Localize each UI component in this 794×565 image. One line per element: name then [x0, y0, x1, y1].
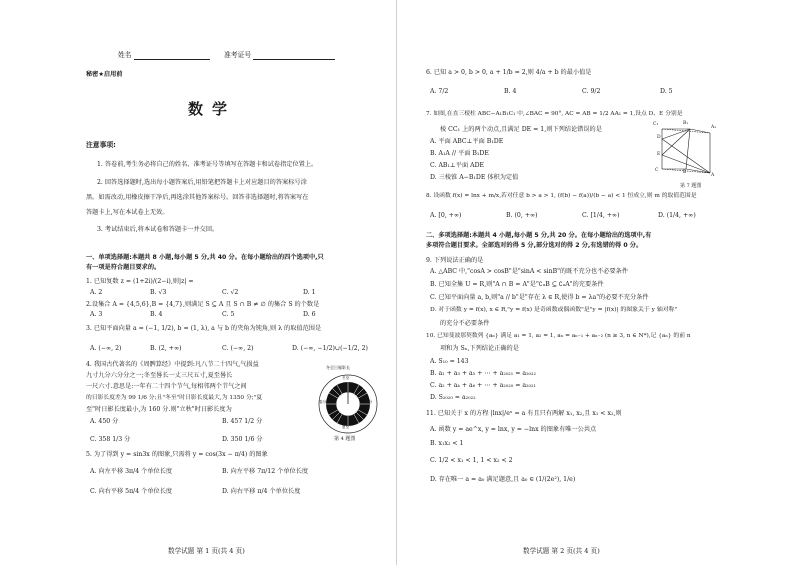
question-stem: 2.设集合 A = {4,5,6},B = {4,7},则满足 S ⊆ A 且 S ∩ B ≠ ∅ 的集合 S 的个数是	[86, 301, 320, 308]
option: D. 5	[660, 88, 673, 95]
note-line: 1. 答卷前,考生务必将自己的姓名、准考证号等填写在答题卡和试卷指定位置上。	[97, 161, 318, 168]
option: B. √3	[150, 289, 167, 296]
option: C. a₂ + a₄ + a₆ + ⋯ + a₂₀₂₀ = a₂₀₂₁	[430, 382, 536, 389]
option: C. 358 1/3 分	[90, 436, 131, 443]
option: B. (2, +∞)	[150, 345, 182, 352]
page-divider	[396, 0, 397, 565]
option: D. (1/4, +∞)	[658, 212, 696, 219]
option: A. 向左平移 3π/4 个单位长度	[90, 468, 173, 475]
question-line: 九寸九分六分分之一;冬至晷长一丈三尺五寸,夏至晷长	[86, 372, 233, 379]
option: B. 向左平移 7π/12 个单位长度	[222, 468, 309, 475]
question-line: 一尺六寸.意思是:一年有二十四个节气,每相邻两个节气之间	[86, 383, 247, 390]
question-line: 10. 已知斐波那契数列 {aₙ} 满足 a₁ = 1, a₂ = 1, aₙ = aₙ₋₁ + aₙ₋₂ (n ≥ 3, n ∈ N*),记 {aₙ} 的前 n	[426, 333, 691, 339]
name-field[interactable]	[118, 52, 210, 60]
option: C. (−∞, 2)	[222, 345, 254, 352]
option: B. a₁ + a₃ + a₅ + ⋯ + a₂₀₂₁ = a₂₀₂₂	[430, 370, 536, 377]
question-line: 的日影长度差为 99 1/6 分;且"冬至"时日影长度最大,为 1350 分;"夏	[86, 395, 263, 401]
option: A. 7/2	[430, 88, 449, 95]
option: A. 450 分	[90, 418, 119, 425]
dial-label: 秋分	[365, 400, 373, 404]
vertex-label: B₁	[683, 121, 689, 126]
page-footer: 数学试题 第 2 页(共 4 页)	[523, 547, 600, 555]
option: D. S₂₀₂₀ = a₂₀₂₂	[430, 394, 476, 401]
option: D. 350 1/6 分	[222, 436, 263, 443]
name-label: 姓名	[118, 51, 132, 59]
vertex-label: E	[657, 152, 661, 157]
figure-label: 冬至日晷影长	[326, 365, 350, 370]
option: D. 对于函数 y = f(x), x ∈ R,"y = f(x) 是奇函数或偶函数"是"y = |f(x)| 的图象关于 y 轴对称"	[430, 307, 678, 313]
section-heading: 一、单项选择题:本题共 8 小题,每小题 5 分,共 40 分。在每小题给出的四个选项中,只	[86, 254, 324, 261]
option: D. 向右平移 π/4 个单位长度	[222, 488, 301, 495]
option: C. AB₁⊥平面 ADE	[430, 162, 485, 169]
option: D. 三棱锥 A−B₁DE 体积为定值	[430, 174, 519, 181]
vertex-label: D	[657, 135, 661, 140]
option: A. 函数 y = ae^x, y = lnx, y = −lnx 的图象有唯一公共点	[430, 426, 597, 433]
option: B. (0, +∞)	[506, 212, 538, 219]
dial-label: 夏至	[342, 425, 350, 429]
option: B. A₁A // 平面 B₁DE	[430, 150, 489, 157]
question-line: 棱 CC₁ 上的两个动点,且满足 DE = 1,则下列结论错误的是	[440, 126, 602, 133]
section-heading: 多项符合题目要求。全部选对的得 5 分,部分选对的得 2 分,有选错的得 0 分。	[426, 242, 643, 249]
question-line: 至"时日影长度最小,为 160 分.则"立秋"时日影长度为	[86, 406, 232, 413]
prism-figure	[656, 125, 718, 177]
vertex-label: A₁	[711, 125, 717, 130]
question-line: 7. 如图,在直三棱柱 ABC−A₁B₁C₁ 中,∠BAC = 90°, AC = AB = 1/2 AA₁ = 1,设点 D、E 分别是	[426, 111, 683, 117]
question-stem: 11. 已知关于 x 的方程 |lnx|/eˣ = a 有且只有两解 x₁, x₂,且 x₁ < x₂,则	[426, 410, 622, 417]
option: A. 3	[90, 311, 103, 318]
option: 的充分不必要条件	[440, 320, 490, 327]
question-stem: 6. 已知 a > 0, b > 0, a + 1/b = 2,则 4/a + b 的最小值是	[426, 69, 592, 76]
question-stem: 8. 设函数 f(x) = lnx + m/x,若对任意 b > a > 1, (f(b) − f(a))/(b − a) < 1 恒成立,则 m 的取值范围是	[426, 193, 697, 199]
page-footer: 数学试题 第 1 页(共 4 页)	[168, 547, 245, 555]
question-stem: 9. 下列说法正确的是	[426, 257, 484, 264]
figure-caption: 第 7 题图	[680, 183, 702, 189]
dial-label: 冬至	[342, 376, 350, 380]
vertex-label: C	[655, 168, 659, 173]
question-stem: 1. 已知复数 z = (1+2i)/(2−i),则|z| =	[86, 278, 194, 285]
note-line: 2. 回答选择题时,选出每小题答案后,用铅笔把答题卡上对应题目的答案标号涂	[97, 179, 307, 186]
option: D. (−∞, −1/2)∪(−1/2, 2)	[292, 345, 368, 352]
option: B. 已知全集 U = R,则"A ∩ B = A"是"∁ᵤB ⊆ ∁ᵤA"的充要条件	[430, 281, 604, 288]
option: B. 4	[504, 88, 517, 95]
vertex-label: C₁	[653, 122, 659, 127]
figure-caption: 第 4 题图	[334, 436, 356, 442]
question-line: 4. 我国古代著名的《周髀算经》中提到:凡八节二十四气,气损益	[86, 361, 259, 368]
name-underline	[134, 53, 210, 60]
note-line: 3. 考试结束后,将本试卷和答题卡一并交回。	[97, 226, 219, 233]
notes-heading: 注意事项:	[86, 141, 116, 149]
page-title: 数学	[188, 100, 237, 118]
option: D. 存在唯一 a = a₀ 满足题意,且 a₀ ∈ (1/(2e²), 1/e)	[430, 476, 576, 483]
option: C. [1/4, +∞)	[582, 212, 620, 219]
vertex-label: B	[683, 170, 687, 175]
section-heading: 有一项是符合题目要求的。	[86, 264, 161, 271]
option: A. (−∞, 2)	[90, 345, 122, 352]
dial-label: 春分	[319, 400, 327, 404]
option: C. 1/2 < x₁ < 1, 1 < x₂ < 2	[430, 457, 513, 464]
section-heading: 二、多项选择题:本题共 4 小题,每小题 5 分,共 20 分。在每小题给出的选项中,有	[426, 232, 652, 239]
option: D. 6	[303, 311, 316, 318]
exam-no-label: 准考证号	[224, 51, 252, 59]
exam-no-underline	[253, 53, 335, 60]
question-stem: 5. 为了得到 y = sin3x 的图象,只需将 y = cos(3x − π/4) 的图象	[86, 451, 268, 458]
page-2	[398, 0, 794, 565]
page-1	[0, 0, 396, 565]
secret-mark: 秘密★启用前	[86, 71, 123, 78]
vertex-label: A	[711, 173, 715, 178]
option: C. 5	[222, 311, 235, 318]
question-line: 项和为 Sₙ,下列结论正确的是	[440, 345, 519, 352]
option: B. x₁x₂ < 1	[430, 440, 464, 447]
option: B. 457 1/2 分	[222, 418, 263, 425]
exam-no-field[interactable]	[224, 52, 335, 60]
option: A. S₁₀ = 143	[430, 358, 469, 365]
option: A. 平面 ABC⊥平面 B₁DE	[430, 138, 504, 145]
question-stem: 3. 已知平面向量 a = (−1, 1/2), b = (1, λ), a 与 b 的夹角为钝角,则 λ 的取值范围是	[86, 325, 322, 332]
option: B. 4	[150, 311, 163, 318]
note-line: 黑。如需改动,用橡皮擦干净后,再选涂其他答案标号。回答非选择题时,将答案写在	[86, 194, 309, 201]
option: C. 已知平面向量 a, b,则"a // b"是"存在 λ ∈ R,使得 b = λa"的必要不充分条件	[430, 294, 649, 301]
option: C. 向右平移 5π/4 个单位长度	[90, 488, 173, 495]
option: A. [0, +∞)	[430, 212, 462, 219]
note-line: 答题卡上,写在本试卷上无效。	[86, 209, 169, 216]
option: A. 2	[90, 289, 103, 296]
option: A. △ABC 中,"cosA > cosB"是"sinA < sinB"的既不充分也不必要条件	[430, 268, 629, 275]
option: C. 9/2	[582, 88, 601, 95]
option: C. √2	[222, 289, 239, 296]
option: D. 1	[303, 289, 316, 296]
